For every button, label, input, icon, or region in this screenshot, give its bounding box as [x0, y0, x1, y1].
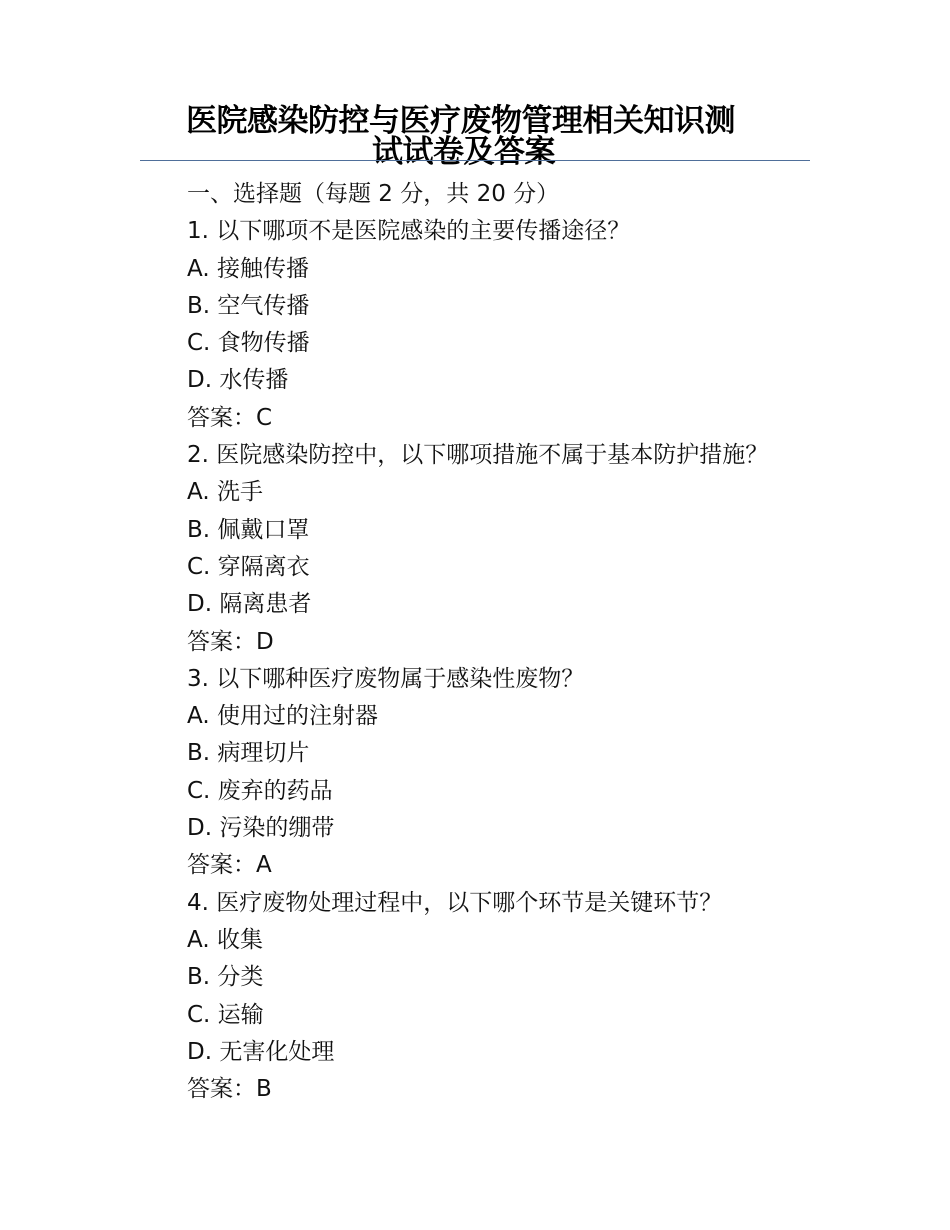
question-block-2: [187, 437, 827, 661]
answer-line: 答案：D: [187, 628, 274, 655]
option-b: B. 空气传播: [187, 292, 310, 319]
section-heading: 一、选择题（每题 2 分，共 20 分）: [187, 181, 560, 207]
question-stem: 2. 医院感染防控中，以下哪项措施不属于基本防护措施？: [187, 442, 769, 469]
question-stem: 1. 以下哪项不是医院感染的主要传播途径？: [187, 218, 631, 245]
question-block-1: [187, 213, 827, 437]
option-a: A. 收集: [187, 926, 263, 953]
option-d: D. 污染的绷带: [187, 815, 335, 842]
option-b: B. 佩戴口罩: [187, 516, 310, 543]
option-c: C. 废弃的药品: [187, 777, 333, 804]
option-c: C. 穿隔离衣: [187, 553, 310, 580]
option-d: D. 无害化处理: [187, 1038, 335, 1065]
answer-line: 答案：C: [187, 404, 273, 431]
option-b: B. 分类: [187, 964, 264, 991]
option-d: D. 水传播: [187, 367, 289, 394]
answer-line: 答案：B: [187, 1076, 272, 1103]
title-divider: [140, 160, 810, 161]
document-body: [187, 176, 827, 1108]
option-b: B. 病理切片: [187, 740, 310, 767]
document-title: [186, 103, 816, 170]
option-a: A. 接触传播: [187, 255, 309, 282]
question-block-4: [187, 885, 827, 1109]
question-block-3: [187, 661, 827, 885]
question-stem: 3. 以下哪种医疗废物属于感染性废物？: [187, 665, 585, 692]
option-a: A. 洗手: [187, 479, 263, 506]
title-line-1: 医院感染防控与医疗废物管理相关知识测: [186, 103, 735, 139]
question-stem: 4. 医疗废物处理过程中，以下哪个环节是关键环节？: [187, 889, 723, 916]
option-c: C. 运输: [187, 1001, 264, 1028]
title-line-2: 试试卷及答案: [372, 134, 555, 170]
option-d: D. 隔离患者: [187, 591, 312, 618]
option-c: C. 食物传播: [187, 330, 310, 357]
answer-line: 答案：A: [187, 852, 272, 879]
option-a: A. 使用过的注射器: [187, 703, 378, 730]
